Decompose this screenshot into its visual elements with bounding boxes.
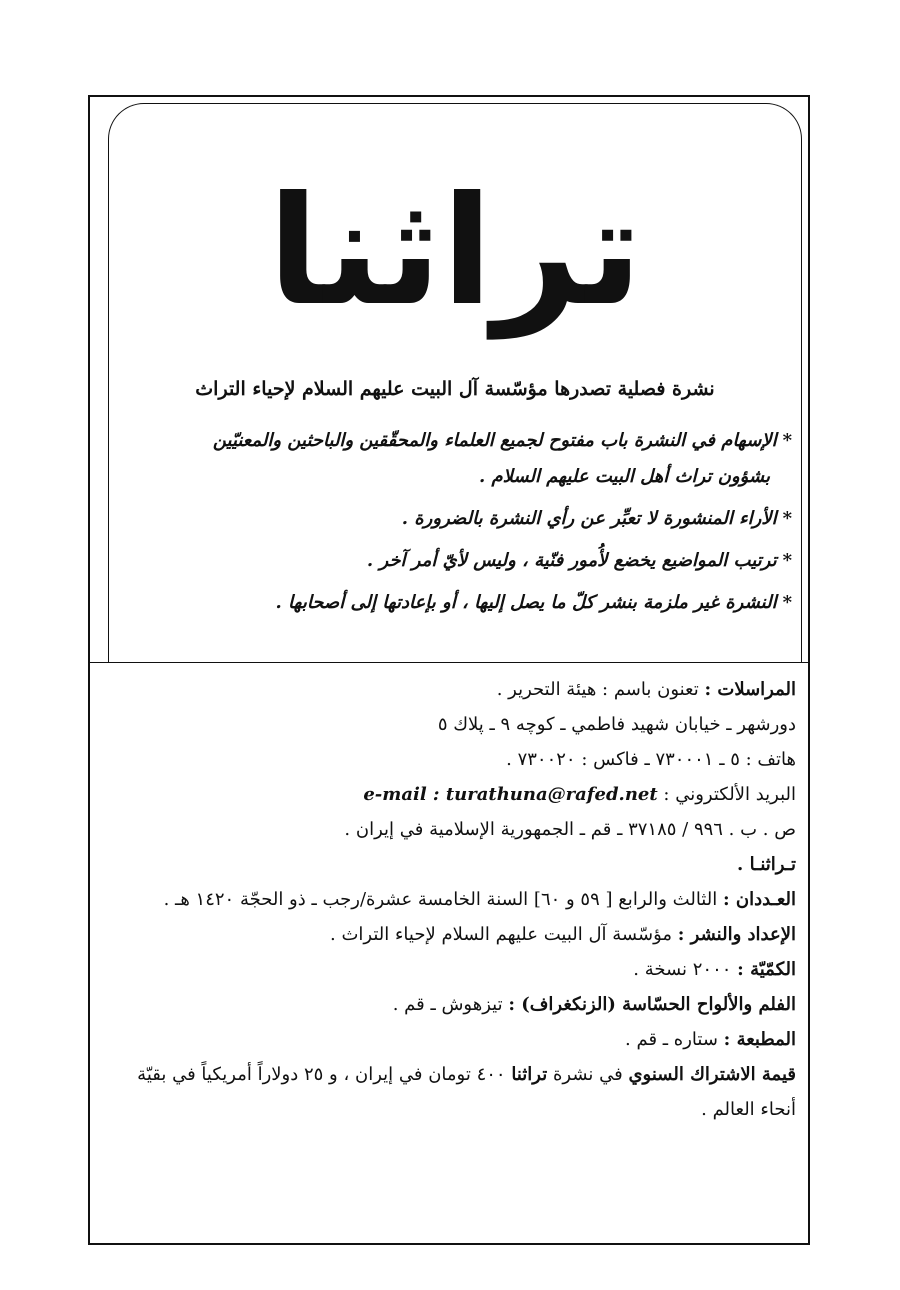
correspondence-value: تعنون باسم : هيئة التحرير . [496,679,699,700]
bullet-icon: * [782,508,792,529]
note-text: الإسهام في النشرة باب مفتوح لجميع العلماء والمحقّقين والباحثين والمعنيّين [212,430,777,451]
quantity-label: الكمّيّة : [737,959,796,980]
subscription-row [108,1057,796,1127]
email-label: البريد الألكتروني : [663,784,796,805]
correspondence-row [108,672,796,707]
quantity-row [108,952,796,987]
subscription-price: ٤٠٠ تومان في إيران ، و ٢٥ دولاراً أمريكياً في بقيّة أنحاء العالم . [137,1064,796,1120]
editorial-notes [118,424,792,628]
plates-value: تيزهوش ـ قم . [392,994,503,1015]
email-row [108,777,796,812]
note-item [118,544,792,578]
journal-name-row: تـراثنـا . [737,854,796,875]
press-label: المطبعة : [723,1029,796,1050]
publisher-value: مؤسّسة آل البيت عليهم السلام لإحياء التراث . [330,924,673,945]
press-row [108,1022,796,1057]
subscription-text: في نشرة [552,1064,623,1085]
note-text: ترتيب المواضيع يخضع لأُمور فنّية ، وليس لأيّ أمر آخر . [366,550,777,571]
issues-row [108,882,796,917]
plates-row [108,987,796,1022]
publisher-row [108,917,796,952]
publisher-label: الإعداد والنشر : [677,924,796,945]
note-item [118,502,792,536]
note-text: بشؤون تراث أهل البيت عليهم السلام . [478,466,770,487]
plates-label: الفلم والألواح الحسّاسة (الزنكغراف) : [508,994,796,1015]
correspondence-label: المراسلات : [704,679,796,700]
note-item [118,424,792,458]
phone-row: هاتف : ٥ ـ ٧٣٠٠٠١ ـ فاكس : ٧٣٠٠٢٠ . [506,749,796,770]
note-text: النشرة غير ملزمة بنشر كلّ ما يصل إليها ، أو بإعادتها إلى أصحابها . [275,592,777,613]
pobox-row: ص . ب . ٩٩٦ / ٣٧١٨٥ ـ قم ـ الجمهورية الإسلامية في إيران . [344,819,796,840]
note-item-continuation [118,460,792,494]
bullet-icon: * [782,592,792,613]
note-text: الأراء المنشورة لا تعبِّر عن رأي النشرة بالضرورة . [401,508,777,529]
press-value: ستاره ـ قم . [625,1029,718,1050]
quantity-value: ٢٠٠٠ نسخة . [633,959,732,980]
issues-label: العـددان : [722,889,796,910]
address-row: دورشهر ـ خيابان شهيد فاطمي ـ كوچه ٩ ـ پلاك ٥ [437,714,796,735]
section-divider [90,662,808,663]
subscription-journal: تراثنا [511,1064,548,1085]
journal-subtitle: نشرة فصلية تصدرها مؤسّسة آل البيت عليهم السلام لإحياء التراث [195,378,715,400]
bullet-icon: * [782,550,792,571]
journal-title-logo: تراثنا [267,165,643,339]
note-item [118,586,792,620]
issues-value: الثالث والرابع [ ٥٩ و ٦٠] السنة الخامسة عشرة/رجب ـ ذو الحجّة ١٤٢٠ هـ . [163,889,718,910]
subscription-label: قيمة الاشتراك السنوي [628,1064,796,1085]
email-link[interactable]: e-mail : turathuna@rafed.net [363,784,658,805]
imprint-details [108,672,796,1127]
bullet-icon: * [782,430,792,451]
